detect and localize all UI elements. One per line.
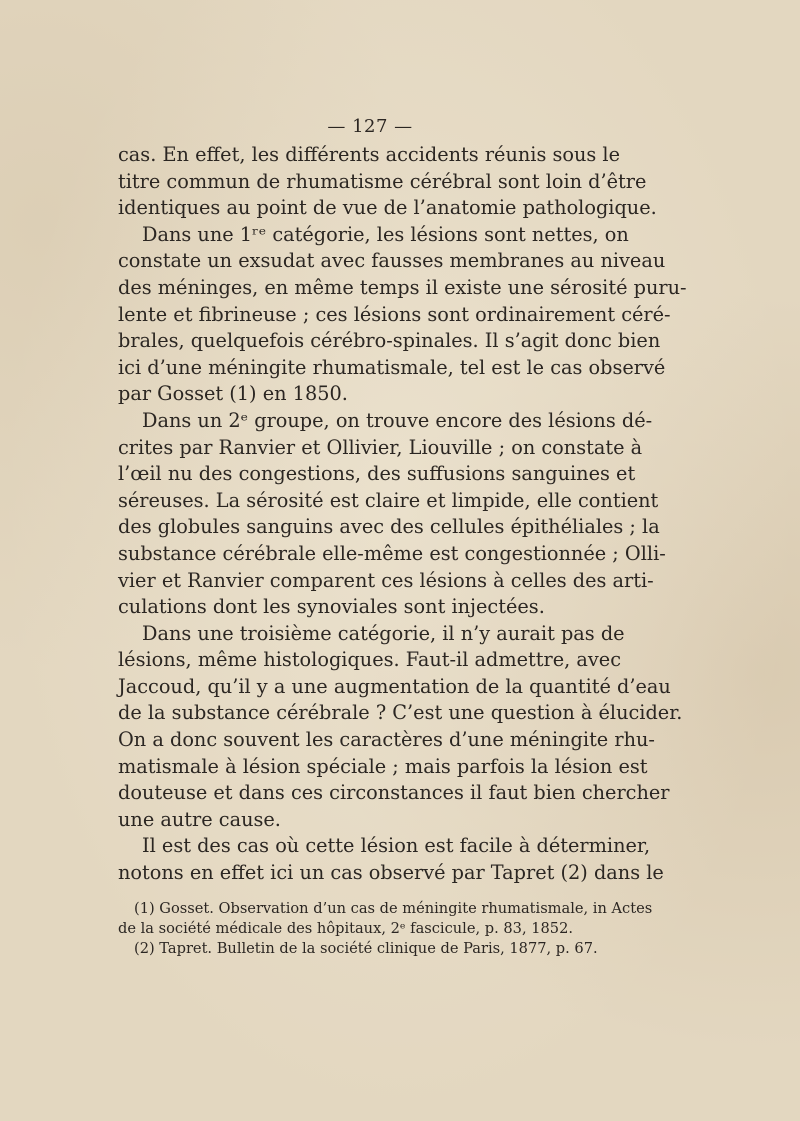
text-line: séreuses. La sérosité est claire et limpide, elle contient (118, 488, 659, 512)
text-line: notons en effet ici un cas observé par Tapret (2) dans le (118, 861, 664, 885)
text-line: culations dont les synoviales sont injectées. (118, 595, 545, 619)
text-line: de la substance cérébrale ? C’est une question à élucider. (118, 701, 683, 725)
text-line: titre commun de rhumatisme cérébral sont loin d’être (118, 169, 647, 193)
text-line: On a donc souvent les caractères d’une méningite rhu- (118, 728, 655, 752)
page-number: — 127 — (327, 116, 413, 137)
text-line: Dans une troisième catégorie, il n’y aurait pas de (142, 621, 625, 645)
text-line: l’œil nu des congestions, des suffusions sanguines et (118, 462, 636, 486)
body-text (118, 142, 687, 887)
text-line: des globules sanguins avec des cellules épithéliales ; la (118, 515, 660, 539)
footnote-line: (2) Tapret. Bulletin de la société clinique de Paris, 1877, p. 67. (134, 940, 598, 957)
text-line: brales, quelquefois cérébro-spinales. Il s’agit donc bien (118, 329, 661, 353)
text-line: matismale à lésion spéciale ; mais parfois la lésion est (118, 754, 648, 778)
text-line: une autre cause. (118, 807, 281, 831)
text-line: vier et Ranvier comparent ces lésions à celles des arti- (118, 568, 654, 592)
text-line: douteuse et dans ces circonstances il faut bien chercher (118, 781, 670, 805)
text-line: identiques au point de vue de l’anatomie pathologique. (118, 196, 657, 220)
text-line: substance cérébrale elle-même est congestionnée ; Olli- (118, 541, 666, 565)
text-line: ici d’une méningite rhumatismale, tel est le cas observé (118, 355, 666, 379)
text-line: Dans un 2ᵉ groupe, on trouve encore des lésions dé- (142, 408, 653, 432)
text-line: cas. En effet, les différents accidents réunis sous le (118, 143, 621, 166)
text-line: par Gosset (1) en 1850. (118, 382, 348, 406)
footnote-line: de la société médicale des hôpitaux, 2ᵉ fascicule, p. 83, 1852. (118, 920, 574, 937)
text-line: lésions, même histologiques. Faut-il admettre, avec (118, 648, 621, 672)
text-line: Il est des cas où cette lésion est facile à déterminer, (142, 834, 651, 858)
text-line: Jaccoud, qu’il y a une augmentation de la quantité d’eau (118, 674, 671, 698)
text-line: constate un exsudat avec fausses membranes au niveau (118, 249, 666, 273)
text-line: des méninges, en même temps il existe une sérosité puru- (118, 275, 687, 299)
text-line: crites par Ranvier et Ollivier, Liouville ; on constate à (118, 435, 643, 459)
footnote-line: (1) Gosset. Observation d’un cas de méningite rhumatismale, in Actes (134, 900, 653, 917)
footnotes (118, 899, 653, 959)
text-line: lente et fibrineuse ; ces lésions sont ordinairement céré- (118, 302, 671, 326)
text-line: Dans une 1ʳᵉ catégorie, les lésions sont nettes, on (142, 222, 629, 246)
